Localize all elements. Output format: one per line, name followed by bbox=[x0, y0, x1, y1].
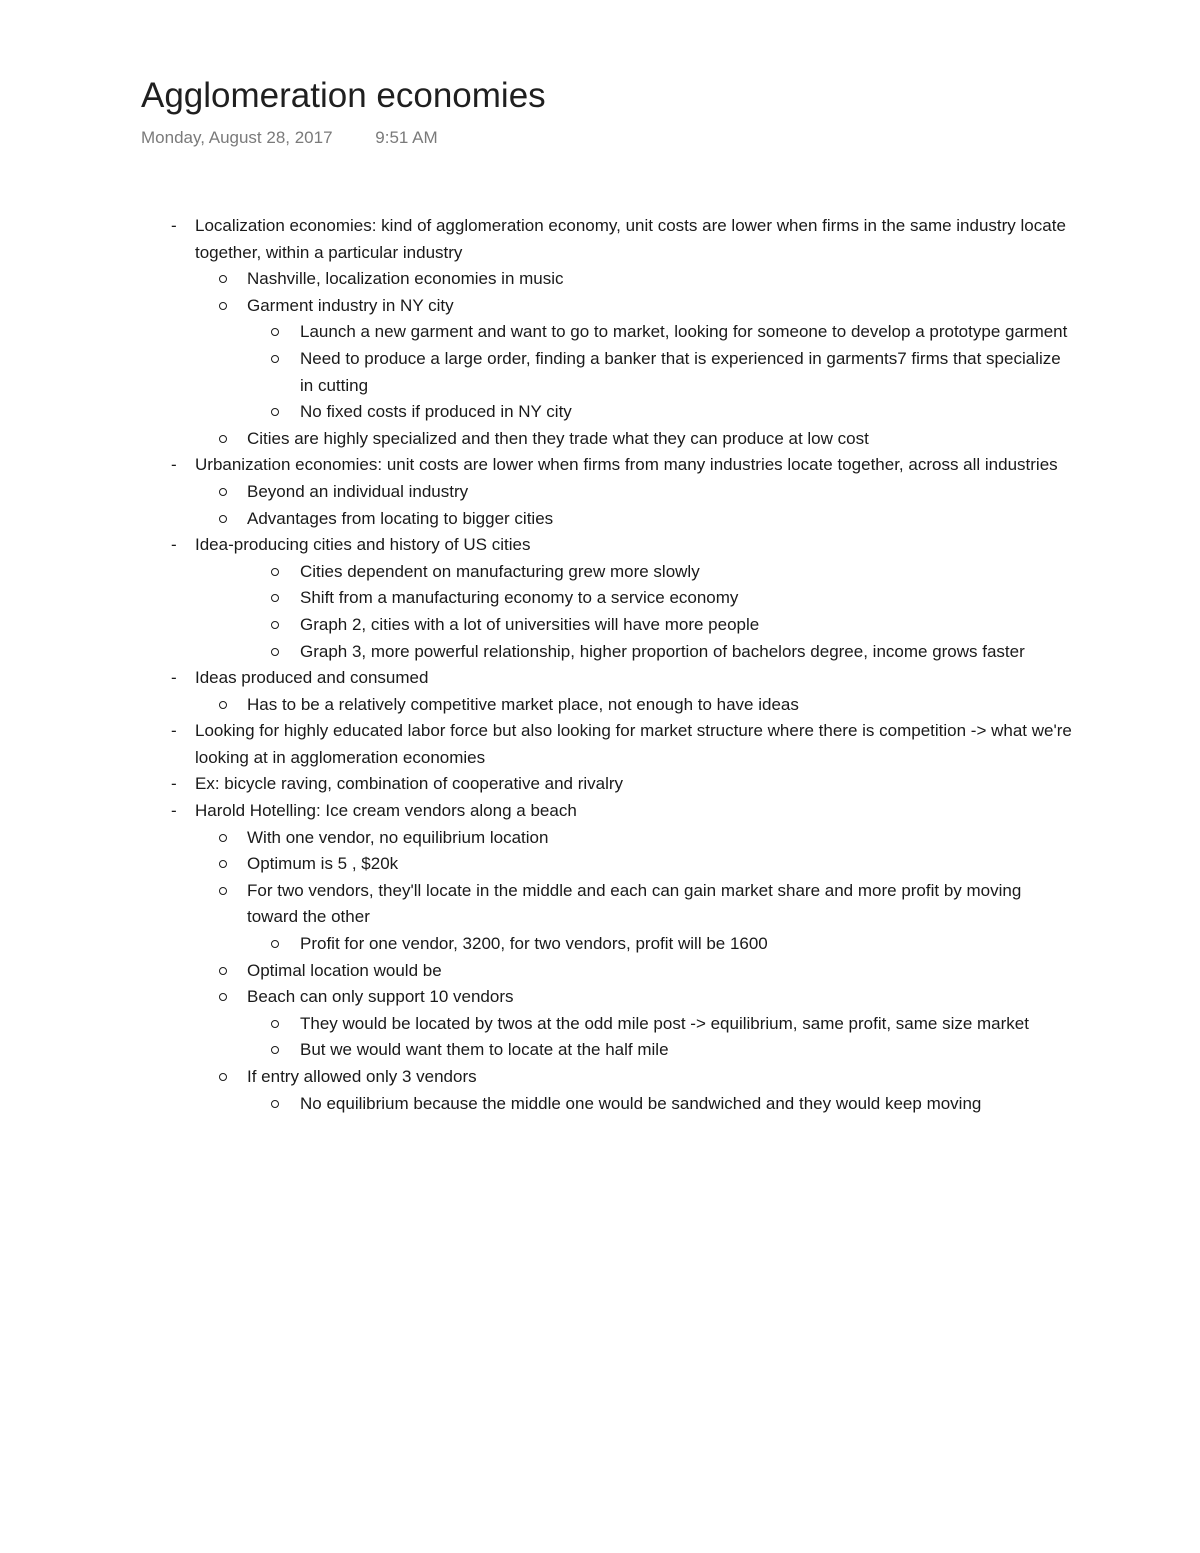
list-item bbox=[0, 346, 1070, 399]
list-item-text: Idea-producing cities and history of US cities bbox=[195, 535, 531, 555]
circle-bullet-icon bbox=[271, 940, 279, 948]
list-item-text: Launch a new garment and want to go to market, looking for someone to develop a prototype garment bbox=[300, 322, 1068, 342]
dash-bullet-icon: - bbox=[171, 801, 177, 821]
circle-bullet-icon bbox=[271, 1020, 279, 1028]
circle-bullet-icon bbox=[271, 594, 279, 602]
list-item bbox=[0, 479, 1065, 506]
circle-bullet-icon bbox=[219, 993, 227, 1001]
list-item bbox=[0, 798, 1075, 825]
list-item bbox=[0, 692, 1065, 719]
list-item bbox=[0, 878, 1065, 931]
list-item bbox=[0, 1064, 1065, 1091]
circle-bullet-icon bbox=[219, 887, 227, 895]
list-item-text: Garment industry in NY city bbox=[247, 295, 454, 315]
list-item-text: Looking for highly educated labor force but also looking for market structure where there is competition -> what we're looking at in agglomeration economies bbox=[195, 721, 1072, 767]
list-item-text: Graph 3, more powerful relationship, higher proportion of bachelors degree, income grows faster bbox=[300, 641, 1025, 661]
list-item bbox=[0, 452, 1075, 479]
circle-bullet-icon bbox=[219, 435, 227, 443]
list-item-text: Profit for one vendor, 3200, for two vendors, profit will be 1600 bbox=[300, 934, 768, 954]
dash-bullet-icon: - bbox=[171, 721, 177, 741]
circle-bullet-icon bbox=[271, 1046, 279, 1054]
list-item bbox=[0, 506, 1065, 533]
dash-bullet-icon: - bbox=[171, 455, 177, 475]
list-item-text: Localization economies: kind of agglomeration economy, unit costs are lower when firms in the same industry locate together, within a particular industry bbox=[195, 216, 1066, 262]
list-item bbox=[0, 532, 1075, 559]
list-item bbox=[0, 984, 1065, 1011]
circle-bullet-icon bbox=[219, 834, 227, 842]
list-item bbox=[0, 426, 1065, 453]
list-item bbox=[0, 612, 1070, 639]
page-title: Agglomeration economies bbox=[141, 76, 546, 115]
list-item bbox=[0, 1037, 1070, 1064]
list-item-text: For two vendors, they'll locate in the middle and each can gain market share and more profit by moving toward the other bbox=[247, 880, 1022, 927]
list-item bbox=[0, 639, 1070, 666]
list-item-text: Cities dependent on manufacturing grew more slowly bbox=[300, 561, 700, 581]
list-item-text: Ideas produced and consumed bbox=[195, 668, 429, 688]
dash-bullet-icon: - bbox=[171, 216, 177, 235]
circle-bullet-icon bbox=[271, 328, 279, 336]
circle-bullet-icon bbox=[271, 648, 279, 656]
list-item-text: Beyond an individual industry bbox=[247, 481, 469, 501]
list-item-text: Beach can only support 10 vendors bbox=[247, 987, 514, 1007]
list-item bbox=[0, 771, 1075, 798]
list-item-text: Need to produce a large order, finding a banker that is experienced in garments7 firms that specialize in cutting bbox=[300, 348, 1061, 395]
circle-bullet-icon bbox=[219, 1073, 227, 1081]
circle-bullet-icon bbox=[219, 701, 227, 709]
list-item bbox=[0, 266, 1065, 293]
list-item-text: Has to be a relatively competitive market place, not enough to have ideas bbox=[247, 694, 799, 714]
list-item-text: But we would want them to locate at the half mile bbox=[300, 1040, 669, 1060]
list-item bbox=[0, 931, 1070, 958]
note-body bbox=[0, 213, 1200, 1117]
circle-bullet-icon bbox=[271, 1100, 279, 1108]
list-item-text: Shift from a manufacturing economy to a service economy bbox=[300, 588, 739, 608]
circle-bullet-icon bbox=[219, 488, 227, 496]
circle-bullet-icon bbox=[271, 408, 279, 416]
circle-bullet-icon bbox=[271, 355, 279, 363]
list-item-text: Cities are highly specialized and then they trade what they can produce at low cost bbox=[247, 428, 869, 448]
list-item bbox=[0, 718, 1075, 771]
circle-bullet-icon bbox=[219, 275, 227, 283]
list-item-text: Optimal location would be bbox=[247, 960, 442, 980]
circle-bullet-icon bbox=[219, 967, 227, 975]
list-item-text: Optimum is 5 , $20k bbox=[247, 854, 399, 874]
circle-bullet-icon bbox=[219, 515, 227, 523]
list-item-text: If entry allowed only 3 vendors bbox=[247, 1067, 477, 1086]
dash-bullet-icon: - bbox=[171, 535, 177, 555]
list-item bbox=[0, 585, 1070, 612]
circle-bullet-icon bbox=[271, 568, 279, 576]
note-timestamp bbox=[141, 126, 438, 150]
list-item-text: Urbanization economies: unit costs are lower when firms from many industries locate together, across all industries bbox=[195, 455, 1058, 475]
list-item bbox=[0, 559, 1070, 586]
list-item bbox=[0, 825, 1065, 852]
list-item bbox=[0, 665, 1075, 692]
list-item-text: Nashville, localization economies in music bbox=[247, 269, 564, 289]
circle-bullet-icon bbox=[219, 302, 227, 310]
list-item bbox=[0, 399, 1070, 426]
list-item-text: Harold Hotelling: Ice cream vendors along a beach bbox=[195, 801, 577, 821]
list-item bbox=[0, 1011, 1070, 1038]
dash-bullet-icon: - bbox=[171, 774, 177, 794]
list-item-text: With one vendor, no equilibrium location bbox=[247, 827, 549, 847]
list-item bbox=[0, 1091, 1070, 1118]
note-date: Monday, August 28, 2017 bbox=[141, 128, 333, 147]
list-item-text: They would be located by twos at the odd mile post -> equilibrium, same profit, same size market bbox=[300, 1013, 1029, 1033]
list-item-text: Advantages from locating to bigger cities bbox=[247, 508, 554, 528]
list-item-text: Ex: bicycle raving, combination of cooperative and rivalry bbox=[195, 774, 624, 794]
circle-bullet-icon bbox=[219, 860, 227, 868]
list-item bbox=[0, 851, 1065, 878]
list-item bbox=[0, 213, 1075, 266]
list-item-text: No fixed costs if produced in NY city bbox=[300, 402, 572, 422]
list-item-text: Graph 2, cities with a lot of universities will have more people bbox=[300, 614, 760, 634]
list-item-text: No equilibrium because the middle one would be sandwiched and they would keep moving bbox=[300, 1093, 982, 1113]
list-item bbox=[0, 319, 1070, 346]
note-time: 9:51 AM bbox=[375, 128, 438, 147]
list-item bbox=[0, 958, 1065, 985]
circle-bullet-icon bbox=[271, 621, 279, 629]
list-item bbox=[0, 293, 1065, 320]
dash-bullet-icon: - bbox=[171, 668, 177, 688]
